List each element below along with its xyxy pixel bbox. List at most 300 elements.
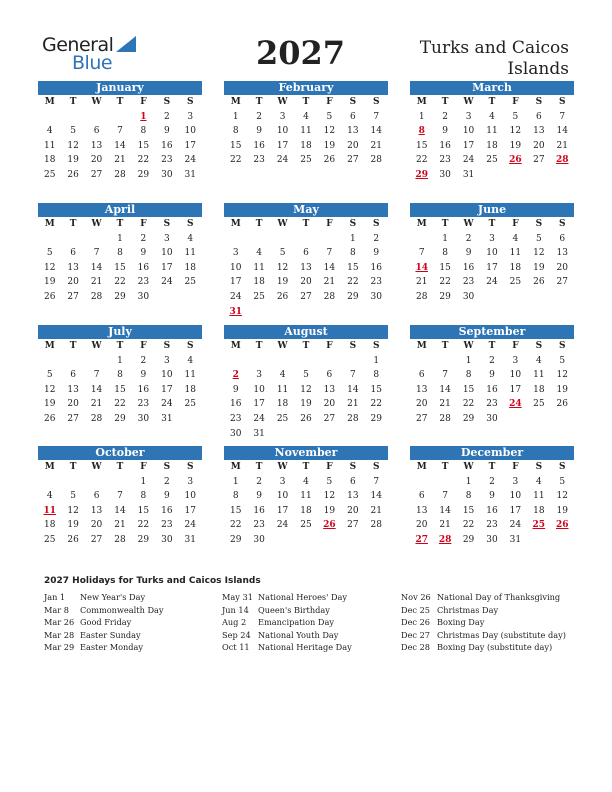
month-days bbox=[224, 95, 388, 168]
day-cell: 12 bbox=[276, 262, 289, 273]
weekday-label: F bbox=[326, 97, 333, 107]
day-cell: 17 bbox=[509, 384, 522, 395]
day-cell: 20 bbox=[90, 520, 103, 531]
day-cell: 19 bbox=[43, 277, 56, 288]
day-cell: 13 bbox=[323, 384, 336, 395]
weekday-label: W bbox=[277, 341, 288, 351]
day-cell: 28 bbox=[90, 291, 103, 302]
weekday-label: T bbox=[116, 462, 124, 472]
day-cell: 23 bbox=[229, 413, 242, 424]
weekday-label: S bbox=[535, 219, 543, 229]
month-header: August bbox=[224, 325, 388, 339]
day-cell: 25 bbox=[43, 169, 56, 180]
day-cell: 18 bbox=[533, 505, 545, 516]
day-cell: 6 bbox=[93, 126, 100, 137]
country-line-1: Turks and Caicos bbox=[419, 38, 569, 58]
day-cell: 17 bbox=[161, 384, 173, 395]
weekday-label: W bbox=[463, 462, 474, 472]
day-cell: 18 bbox=[184, 262, 196, 273]
day-cell: 3 bbox=[279, 476, 286, 487]
day-cell: 29 bbox=[462, 534, 475, 545]
day-cell: 14 bbox=[323, 262, 336, 273]
weekday-label: T bbox=[69, 97, 77, 107]
empty-cell bbox=[85, 475, 108, 490]
day-cell: 1 bbox=[232, 111, 239, 122]
holiday-name: Good Friday bbox=[80, 617, 132, 628]
day-cell: 22 bbox=[229, 155, 242, 166]
weekday-label: F bbox=[512, 341, 519, 351]
day-cell: 27 bbox=[556, 277, 568, 288]
weekday-label: S bbox=[535, 462, 543, 472]
day-cell: 26 bbox=[556, 399, 568, 410]
day-cell: 16 bbox=[161, 140, 173, 151]
day-cell: 11 bbox=[533, 370, 545, 381]
day-cell: 30 bbox=[462, 291, 475, 302]
weekday-label: F bbox=[326, 341, 333, 351]
day-cell: 18 bbox=[43, 520, 56, 531]
day-cell: 16 bbox=[253, 505, 265, 516]
day-cell: 22 bbox=[137, 155, 150, 166]
day-cell: 9 bbox=[489, 491, 495, 502]
weekday-label: S bbox=[163, 97, 171, 107]
weekday-label: W bbox=[91, 341, 102, 351]
weekday-label: S bbox=[535, 97, 543, 107]
weekday-label: W bbox=[463, 219, 474, 229]
weekday-label: T bbox=[302, 462, 310, 472]
day-cell: 22 bbox=[462, 399, 475, 410]
day-cell: 11 bbox=[184, 248, 196, 259]
day-cell: 28 bbox=[439, 413, 451, 424]
empty-cell bbox=[224, 354, 247, 369]
day-cell: 14 bbox=[439, 384, 451, 395]
weekday-label: S bbox=[535, 341, 543, 351]
day-cell: 7 bbox=[326, 248, 333, 259]
day-cell: 13 bbox=[347, 491, 359, 502]
day-cell: 21 bbox=[439, 520, 451, 531]
weekday-label: S bbox=[372, 219, 380, 229]
day-cell: 5 bbox=[326, 476, 333, 487]
day-cell: 6 bbox=[418, 491, 425, 502]
day-cell: 21 bbox=[415, 277, 428, 288]
holiday-day: 26 bbox=[323, 520, 336, 531]
day-cell: 15 bbox=[137, 140, 150, 151]
day-cell: 14 bbox=[114, 505, 126, 516]
day-cell: 17 bbox=[161, 262, 173, 273]
day-cell: 7 bbox=[559, 111, 566, 122]
day-cell: 28 bbox=[370, 155, 382, 166]
holiday-row bbox=[222, 616, 352, 629]
month-days bbox=[224, 217, 388, 319]
weekday-label: S bbox=[558, 462, 566, 472]
day-cell: 8 bbox=[373, 370, 380, 381]
day-cell: 14 bbox=[370, 126, 382, 137]
month-header: September bbox=[410, 325, 574, 339]
weekday-label: W bbox=[463, 97, 474, 107]
month-header: November bbox=[224, 446, 388, 460]
day-cell: 21 bbox=[556, 140, 568, 151]
day-cell: 3 bbox=[232, 248, 239, 259]
month-days bbox=[38, 460, 202, 548]
holiday-date: Nov 26 bbox=[401, 592, 431, 602]
month-july bbox=[38, 325, 202, 427]
day-cell: 7 bbox=[93, 370, 100, 381]
day-cell: 31 bbox=[161, 413, 173, 424]
day-cell: 18 bbox=[533, 384, 545, 395]
weekday-label: T bbox=[69, 219, 77, 229]
day-cell: 27 bbox=[90, 534, 103, 545]
holiday-date: Jan 1 bbox=[44, 592, 66, 602]
holiday-name: Commonwealth Day bbox=[80, 604, 164, 615]
weekday-label: M bbox=[230, 462, 241, 472]
holiday-name: Christmas Day (substitute day) bbox=[437, 629, 566, 640]
holiday-day: 11 bbox=[43, 505, 56, 516]
holiday-name: Boxing Day (substitute day) bbox=[437, 642, 553, 653]
month-days bbox=[38, 217, 202, 305]
day-cell: 13 bbox=[300, 262, 312, 273]
weekday-label: M bbox=[416, 341, 427, 351]
empty-cell bbox=[61, 110, 84, 125]
day-cell: 23 bbox=[253, 155, 265, 166]
holiday-day: 1 bbox=[140, 111, 147, 122]
day-cell: 10 bbox=[276, 126, 289, 137]
holiday-row bbox=[401, 641, 566, 654]
day-cell: 24 bbox=[253, 413, 265, 424]
day-cell: 14 bbox=[90, 384, 103, 395]
day-cell: 12 bbox=[43, 262, 56, 273]
day-cell: 4 bbox=[489, 111, 495, 122]
day-cell: 24 bbox=[276, 155, 289, 166]
holiday-name: Christmas Day bbox=[437, 604, 499, 615]
day-cell: 13 bbox=[533, 126, 545, 137]
weekday-label: W bbox=[91, 462, 102, 472]
day-cell: 3 bbox=[489, 233, 495, 244]
day-cell: 21 bbox=[323, 277, 336, 288]
day-cell: 29 bbox=[370, 413, 382, 424]
day-cell: 22 bbox=[370, 399, 382, 410]
day-cell: 22 bbox=[347, 277, 359, 288]
day-cell: 19 bbox=[509, 140, 522, 151]
weekday-label: T bbox=[255, 219, 263, 229]
day-cell: 10 bbox=[462, 126, 475, 137]
day-cell: 10 bbox=[184, 491, 196, 502]
day-cell: 7 bbox=[373, 111, 380, 122]
day-cell: 23 bbox=[439, 155, 451, 166]
weekday-label: W bbox=[277, 462, 288, 472]
day-cell: 29 bbox=[114, 413, 126, 424]
day-cell: 15 bbox=[137, 505, 150, 516]
month-august bbox=[224, 325, 388, 441]
day-cell: 27 bbox=[90, 169, 103, 180]
holiday-day: 28 bbox=[555, 155, 569, 166]
day-cell: 5 bbox=[46, 370, 53, 381]
day-cell: 20 bbox=[90, 155, 103, 166]
empty-cell bbox=[341, 354, 364, 369]
day-cell: 24 bbox=[276, 520, 289, 531]
country-title bbox=[369, 38, 569, 80]
day-cell: 4 bbox=[187, 233, 194, 244]
day-cell: 5 bbox=[559, 476, 566, 487]
weekday-label: T bbox=[255, 341, 263, 351]
day-cell: 12 bbox=[509, 126, 522, 137]
day-cell: 21 bbox=[370, 140, 382, 151]
day-cell: 28 bbox=[114, 534, 126, 545]
weekday-label: T bbox=[116, 219, 124, 229]
holiday-row bbox=[222, 604, 352, 617]
day-cell: 15 bbox=[347, 262, 359, 273]
empty-cell bbox=[38, 354, 61, 369]
day-cell: 22 bbox=[415, 155, 428, 166]
day-cell: 14 bbox=[114, 140, 126, 151]
weekday-label: T bbox=[441, 341, 449, 351]
day-cell: 5 bbox=[512, 111, 519, 122]
holiday-date: Mar 26 bbox=[44, 617, 75, 628]
day-cell: 10 bbox=[184, 126, 196, 137]
day-cell: 5 bbox=[70, 491, 76, 502]
day-cell: 1 bbox=[465, 476, 472, 487]
day-cell: 30 bbox=[161, 169, 173, 180]
day-cell: 26 bbox=[300, 413, 312, 424]
country-line-2: Islands bbox=[507, 59, 569, 79]
weekday-label: T bbox=[69, 462, 77, 472]
day-cell: 4 bbox=[46, 491, 53, 502]
day-cell: 25 bbox=[276, 413, 289, 424]
day-cell: 2 bbox=[489, 476, 495, 487]
weekday-label: S bbox=[163, 219, 171, 229]
weekday-label: T bbox=[255, 462, 263, 472]
day-cell: 8 bbox=[232, 126, 239, 137]
day-cell: 4 bbox=[303, 476, 309, 487]
holiday-column bbox=[222, 591, 352, 654]
empty-cell bbox=[247, 354, 270, 369]
day-cell: 25 bbox=[184, 399, 196, 410]
holiday-name: National Heroes' Day bbox=[258, 592, 348, 602]
month-february bbox=[224, 81, 388, 168]
empty-cell bbox=[318, 354, 341, 369]
month-header: December bbox=[410, 446, 574, 460]
weekday-label: W bbox=[463, 341, 474, 351]
day-cell: 9 bbox=[373, 248, 380, 259]
day-cell: 6 bbox=[349, 476, 356, 487]
weekday-label: M bbox=[44, 341, 55, 351]
day-cell: 30 bbox=[486, 413, 498, 424]
empty-cell bbox=[85, 232, 108, 247]
holiday-date: Jun 14 bbox=[222, 604, 249, 615]
day-cell: 21 bbox=[90, 399, 103, 410]
weekday-label: S bbox=[163, 462, 171, 472]
day-cell: 19 bbox=[43, 399, 56, 410]
day-cell: 19 bbox=[300, 399, 312, 410]
day-cell: 11 bbox=[486, 126, 498, 137]
day-cell: 28 bbox=[415, 291, 428, 302]
day-cell: 7 bbox=[373, 476, 380, 487]
day-cell: 12 bbox=[67, 505, 79, 516]
day-cell: 2 bbox=[163, 111, 170, 122]
day-cell: 25 bbox=[486, 155, 498, 166]
month-header: March bbox=[410, 81, 574, 95]
day-cell: 17 bbox=[276, 505, 289, 516]
day-cell: 15 bbox=[229, 505, 242, 516]
day-cell: 23 bbox=[253, 520, 265, 531]
day-cell: 9 bbox=[256, 126, 262, 137]
day-cell: 3 bbox=[163, 233, 170, 244]
day-cell: 20 bbox=[533, 140, 545, 151]
weekday-label: S bbox=[349, 341, 357, 351]
day-cell: 15 bbox=[415, 140, 428, 151]
day-cell: 6 bbox=[70, 370, 76, 381]
day-cell: 17 bbox=[462, 140, 475, 151]
day-cell: 11 bbox=[300, 126, 312, 137]
day-cell: 13 bbox=[90, 505, 103, 516]
month-header: April bbox=[38, 203, 202, 217]
day-cell: 7 bbox=[117, 491, 123, 502]
day-cell: 30 bbox=[229, 428, 242, 439]
holiday-date: Mar 8 bbox=[44, 604, 69, 615]
holiday-day: 26 bbox=[509, 155, 522, 166]
weekday-label: F bbox=[326, 462, 333, 472]
day-cell: 18 bbox=[300, 140, 312, 151]
month-november bbox=[224, 446, 388, 548]
day-cell: 10 bbox=[253, 384, 265, 395]
weekday-label: S bbox=[349, 97, 357, 107]
day-cell: 20 bbox=[347, 140, 359, 151]
day-cell: 27 bbox=[533, 155, 545, 166]
day-cell: 28 bbox=[323, 291, 336, 302]
empty-cell bbox=[108, 475, 131, 490]
day-cell: 13 bbox=[67, 262, 79, 273]
day-cell: 27 bbox=[67, 291, 79, 302]
day-cell: 31 bbox=[184, 534, 196, 545]
day-cell: 6 bbox=[70, 248, 76, 259]
day-cell: 18 bbox=[300, 505, 312, 516]
day-cell: 30 bbox=[161, 534, 173, 545]
empty-cell bbox=[38, 475, 61, 490]
holiday-name: National Youth Day bbox=[258, 629, 339, 640]
day-cell: 21 bbox=[90, 277, 103, 288]
empty-cell bbox=[108, 110, 131, 125]
weekday-label: S bbox=[186, 219, 194, 229]
weekday-label: T bbox=[441, 97, 449, 107]
month-days bbox=[410, 460, 574, 548]
day-cell: 8 bbox=[117, 248, 123, 259]
day-cell: 14 bbox=[370, 491, 382, 502]
holiday-name: Queen's Birthday bbox=[258, 604, 330, 615]
day-cell: 2 bbox=[489, 355, 495, 366]
day-cell: 19 bbox=[67, 155, 79, 166]
day-cell: 26 bbox=[43, 291, 56, 302]
day-cell: 3 bbox=[163, 355, 170, 366]
day-cell: 18 bbox=[509, 262, 522, 273]
holiday-date: Mar 28 bbox=[44, 629, 75, 640]
day-cell: 9 bbox=[140, 248, 147, 259]
day-cell: 20 bbox=[556, 262, 568, 273]
day-cell: 16 bbox=[370, 262, 382, 273]
month-days bbox=[410, 217, 574, 305]
day-cell: 10 bbox=[509, 370, 522, 381]
day-cell: 26 bbox=[533, 277, 545, 288]
day-cell: 21 bbox=[370, 505, 382, 516]
month-may bbox=[224, 203, 388, 319]
month-days bbox=[410, 95, 574, 183]
weekday-label: W bbox=[277, 97, 288, 107]
holiday-row bbox=[401, 591, 566, 604]
day-cell: 6 bbox=[535, 111, 542, 122]
day-cell: 19 bbox=[533, 262, 545, 273]
empty-cell bbox=[61, 354, 84, 369]
weekday-label: F bbox=[140, 341, 147, 351]
day-cell: 9 bbox=[163, 491, 170, 502]
day-cell: 2 bbox=[373, 233, 380, 244]
empty-cell bbox=[433, 354, 456, 369]
day-cell: 30 bbox=[486, 534, 498, 545]
day-cell: 5 bbox=[559, 355, 566, 366]
day-cell: 9 bbox=[256, 491, 262, 502]
day-cell: 27 bbox=[323, 413, 336, 424]
year-title: 2027 bbox=[256, 34, 346, 72]
weekday-label: T bbox=[255, 97, 263, 107]
day-cell: 10 bbox=[229, 262, 242, 273]
day-cell: 8 bbox=[465, 370, 472, 381]
day-cell: 17 bbox=[184, 505, 196, 516]
day-cell: 17 bbox=[509, 505, 522, 516]
day-cell: 22 bbox=[462, 520, 475, 531]
day-cell: 29 bbox=[137, 534, 150, 545]
day-cell: 9 bbox=[442, 126, 448, 137]
day-cell: 9 bbox=[163, 126, 170, 137]
day-cell: 14 bbox=[556, 126, 568, 137]
day-cell: 12 bbox=[323, 491, 336, 502]
day-cell: 22 bbox=[137, 520, 150, 531]
logo bbox=[42, 34, 142, 74]
day-cell: 26 bbox=[323, 155, 336, 166]
weekday-label: T bbox=[488, 462, 496, 472]
month-header: February bbox=[224, 81, 388, 95]
day-cell: 6 bbox=[93, 491, 100, 502]
weekday-label: F bbox=[140, 462, 147, 472]
day-cell: 7 bbox=[93, 248, 100, 259]
day-cell: 18 bbox=[184, 384, 196, 395]
day-cell: 13 bbox=[67, 384, 79, 395]
day-cell: 5 bbox=[46, 248, 53, 259]
day-cell: 20 bbox=[67, 277, 79, 288]
weekday-label: T bbox=[488, 97, 496, 107]
holiday-name: New Year's Day bbox=[80, 592, 146, 602]
day-cell: 16 bbox=[439, 140, 451, 151]
empty-cell bbox=[271, 354, 294, 369]
day-cell: 5 bbox=[326, 111, 333, 122]
holiday-row bbox=[222, 641, 352, 654]
day-cell: 3 bbox=[187, 476, 194, 487]
weekday-label: S bbox=[558, 97, 566, 107]
weekday-label: F bbox=[140, 97, 147, 107]
day-cell: 6 bbox=[303, 248, 309, 259]
weekday-label: S bbox=[186, 97, 194, 107]
holiday-row bbox=[44, 604, 164, 617]
empty-cell bbox=[85, 354, 108, 369]
weekday-label: M bbox=[416, 219, 427, 229]
day-cell: 25 bbox=[300, 520, 312, 531]
day-cell: 9 bbox=[489, 370, 495, 381]
empty-cell bbox=[38, 232, 61, 247]
day-cell: 15 bbox=[114, 262, 126, 273]
weekday-label: F bbox=[512, 462, 519, 472]
day-cell: 2 bbox=[442, 111, 448, 122]
holiday-day: 8 bbox=[418, 126, 425, 137]
weekday-label: M bbox=[44, 97, 55, 107]
day-cell: 16 bbox=[229, 399, 242, 410]
holiday-name: National Heritage Day bbox=[258, 642, 352, 653]
day-cell: 2 bbox=[256, 111, 262, 122]
holiday-day: 2 bbox=[232, 370, 239, 381]
